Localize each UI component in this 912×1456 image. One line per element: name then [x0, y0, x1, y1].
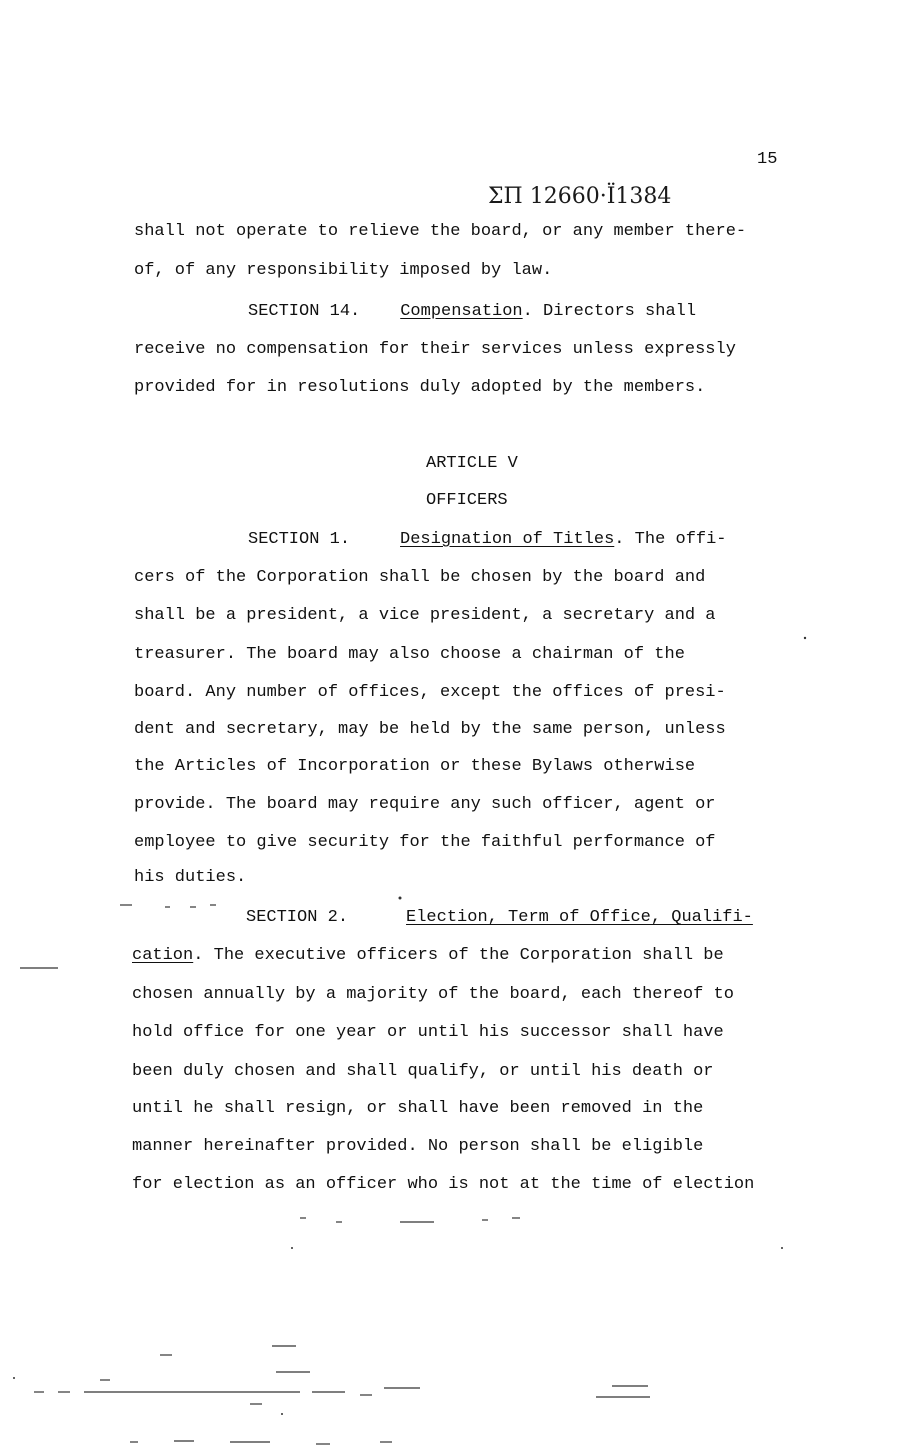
- text-line: of, of any responsibility imposed by law.: [134, 261, 553, 280]
- text-line: board. Any number of offices, except the offices of presi-: [134, 683, 726, 702]
- section-title: Election, Term of Office, Qualifi-: [406, 908, 753, 927]
- text-line: shall be a president, a vice president, a secretary and a: [134, 606, 716, 625]
- section-lead: . The executive officers of the Corporation shall be: [193, 946, 724, 965]
- section-1-heading: [248, 530, 727, 550]
- page-number: 15: [757, 150, 778, 169]
- text-line: for election as an officer who is not at the time of election: [132, 1175, 755, 1194]
- text-line: provided for in resolutions duly adopted by the members.: [134, 378, 706, 397]
- text-line: chosen annually by a majority of the board, each thereof to: [132, 985, 734, 1004]
- text-line: his duties.: [134, 868, 247, 887]
- section-label: SECTION 1.: [248, 530, 351, 549]
- section-label: SECTION 2.: [246, 908, 349, 927]
- text-line: employee to give security for the faithful performance of: [134, 833, 716, 852]
- section-title: Compensation: [400, 302, 523, 321]
- section-label: SECTION 14.: [248, 302, 361, 321]
- section-title: Designation of Titles: [400, 530, 615, 549]
- text-line: until he shall resign, or shall have been removed in the: [132, 1099, 704, 1118]
- section-lead: . Directors shall: [522, 302, 697, 321]
- section-14-heading: [248, 302, 696, 322]
- document-stamp: ΣΠ 12660·Ϊ1384: [488, 184, 672, 209]
- section-2-continuation: [132, 946, 724, 966]
- text-line: cers of the Corporation shall be chosen by the board and: [134, 568, 706, 587]
- text-line: receive no compensation for their services unless expressly: [134, 340, 736, 359]
- section-title-continued: cation: [132, 946, 194, 965]
- text-line: manner hereinafter provided. No person shall be eligible: [132, 1137, 704, 1156]
- text-line: shall not operate to relieve the board, or any member there-: [134, 222, 747, 241]
- article-title: OFFICERS: [426, 491, 508, 510]
- text-line: been duly chosen and shall qualify, or until his death or: [132, 1062, 714, 1081]
- text-line: treasurer. The board may also choose a chairman of the: [134, 645, 685, 664]
- text-line: the Articles of Incorporation or these Bylaws otherwise: [134, 757, 696, 776]
- text-line: provide. The board may require any such officer, agent or: [134, 795, 716, 814]
- text-line: dent and secretary, may be held by the same person, unless: [134, 720, 726, 739]
- text-line: hold office for one year or until his successor shall have: [132, 1023, 724, 1042]
- article-number: ARTICLE V: [426, 454, 518, 473]
- section-2-heading: [246, 908, 753, 928]
- section-lead: . The offi-: [614, 530, 727, 549]
